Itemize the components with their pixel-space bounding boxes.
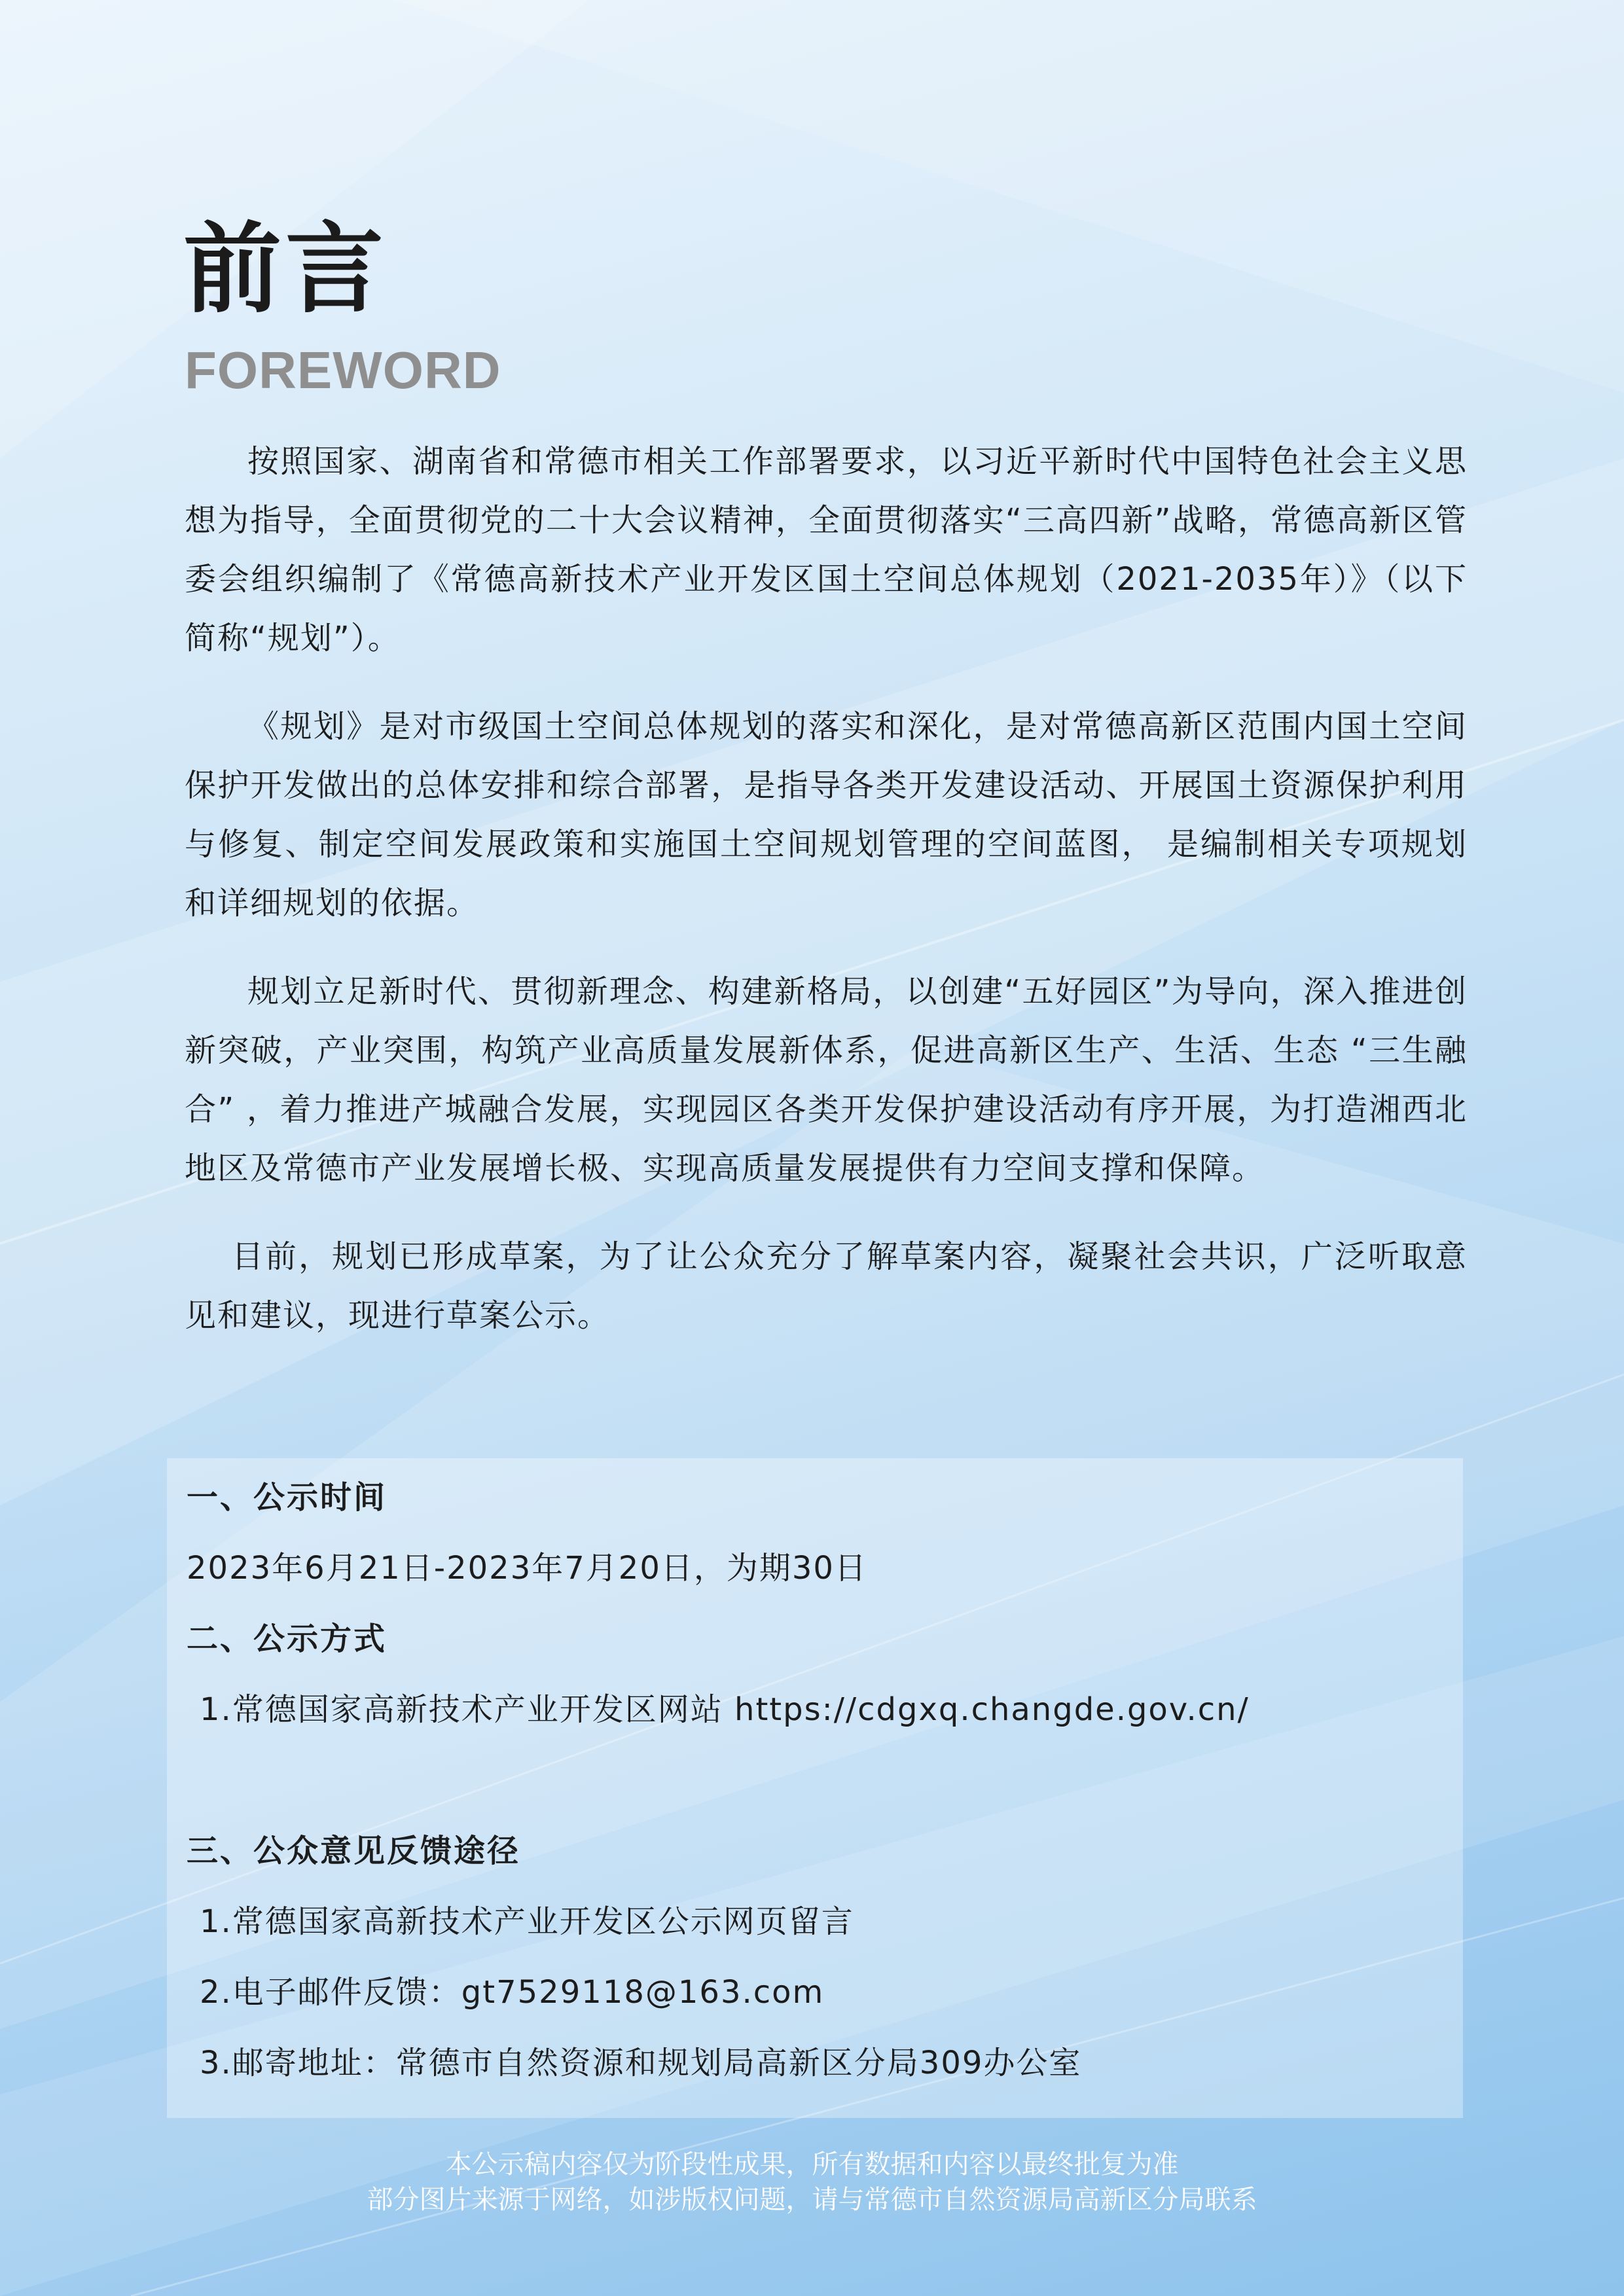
time-heading: 一、公示时间 [187, 1479, 388, 1516]
page-subtitle: FOREWORD [185, 341, 501, 399]
notice-box [167, 1458, 1463, 2118]
foreword-body [185, 432, 1468, 1374]
footer-line-2: 部分图片来源于网络，如涉版权问题，请与常德市自然资源局高新区分局联系 [367, 2185, 1257, 2215]
feedback-heading: 三、公众意见反馈途径 [187, 1833, 521, 1869]
footer-line-1: 本公示稿内容仅为阶段性成果，所有数据和内容以最终批复为准 [445, 2149, 1179, 2179]
website-link[interactable]: 1.常德国家高新技术产业开发区网站 https://cdgxq.changde.gov.cn/ [200, 1691, 1250, 1728]
time-text: 2023年6月21日-2023年7月20日，为期30日 [187, 1550, 867, 1587]
feedback-item-address: 3.邮寄地址：常德市自然资源和规划局高新区分局309办公室 [200, 2045, 1082, 2081]
method-heading: 二、公示方式 [187, 1621, 388, 1657]
feedback-item-web: 1.常德国家高新技术产业开发区公示网页留言 [200, 1903, 854, 1940]
paragraph-3: 规划立足新时代、贯彻新理念、构建新格局，以创建“五好园区”为导向，深入推进创新突破，产业突围，构筑产业高质量发展新体系，促进高新区生产、生活、生态 “三生融合” ，着力推进产城融合发展，实现园区各类开发保护建设活动有序开展，为打造湘西北地区及常德市产业发展增长极、实现高质量发展提供有力空间支撑和保障。 [185, 973, 1468, 1187]
feedback-item-email[interactable]: 2.电子邮件反馈：gt7529118@163.com [200, 1974, 825, 2011]
paragraph-2: 《规划》是对市级国土空间总体规划的落实和深化，是对常德高新区范围内国土空间保护开发做出的总体安排和综合部署，是指导各类开发建设活动、开展国土资源保护利用与修复、制定空间发展政策和实施国土空间规划管理的空间蓝图， 是编制相关专项规划和详细规划的依据。 [185, 708, 1468, 922]
page-title: 前言 [183, 213, 388, 327]
paragraph-4: 目前，规划已形成草案，为了让公众充分了解草案内容，凝聚社会共识，广泛听取意见和建议，现进行草案公示。 [185, 1238, 1468, 1334]
footer [0, 2147, 1624, 2217]
paragraph-1: 按照国家、湖南省和常德市相关工作部署要求，以习近平新时代中国特色社会主义思想为指导，全面贯彻党的二十大会议精神，全面贯彻落实“三高四新”战略，常德高新区管委会组织编制了《常德高新技术产业开发区国土空间总体规划（2021-2035年）》（以下简称“规划”）。 [185, 443, 1468, 656]
